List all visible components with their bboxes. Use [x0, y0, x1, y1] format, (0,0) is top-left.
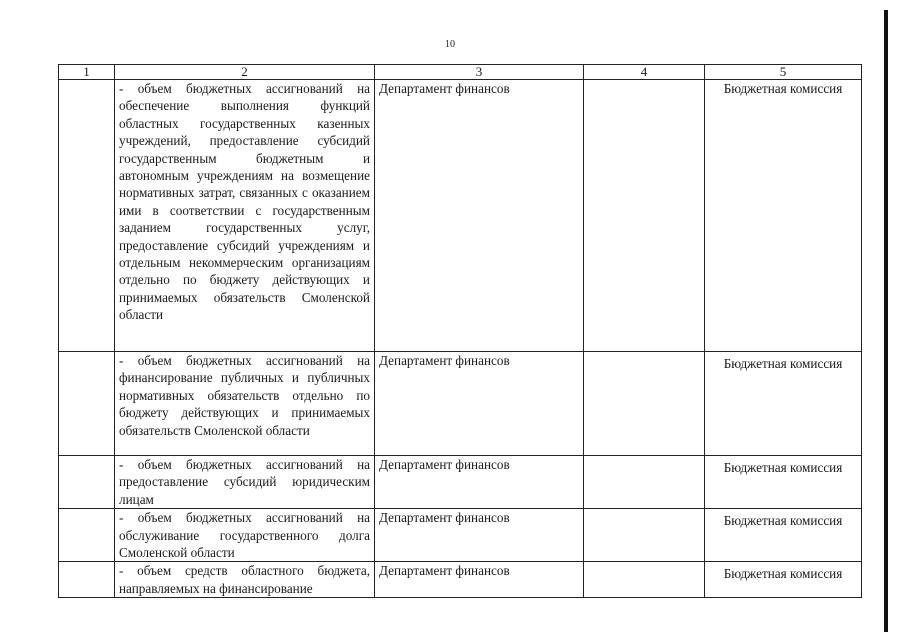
table-header-row [59, 65, 862, 80]
approver-cell: Бюджетная комиссия [705, 352, 862, 456]
description-cell: - объем средств областного бюджета, направляемых на финансирование [115, 562, 375, 598]
table-row [59, 456, 862, 509]
row-number-cell [59, 562, 115, 598]
column-header-1: 1 [59, 65, 115, 80]
row-number-cell [59, 509, 115, 562]
description-cell: - объем бюджетных ассигнований на финансирование публичных и публичных нормативных обязательств отдельно по бюджету действующих и принимаемых обязательств Смоленской области [115, 352, 375, 456]
column-header-5: 5 [705, 65, 862, 80]
table-row [59, 80, 862, 352]
row-number-cell [59, 456, 115, 509]
row-number-cell [59, 80, 115, 352]
responsible-cell: Департамент финансов [375, 456, 584, 509]
responsible-cell: Департамент финансов [375, 509, 584, 562]
approver-cell: Бюджетная комиссия [705, 509, 862, 562]
description-cell: - объем бюджетных ассигнований на обеспечение выполнения функций областных государственных казенных учреждений, предоставление субсидий государственным бюджетным и автономным учреждениям на возмещение нормативных затрат, связанных с оказанием ими в соответствии с государственным заданием государственных услуг, предоставление субсидий учреждениям и отдельным некоммерческим организациям отдельно по бюджету действующих и принимаемых обязательств Смоленской области [115, 80, 375, 352]
row-number-cell [59, 352, 115, 456]
deadline-cell [584, 562, 705, 598]
deadline-cell [584, 456, 705, 509]
responsible-cell: Департамент финансов [375, 80, 584, 352]
approver-cell: Бюджетная комиссия [705, 562, 862, 598]
table-row [59, 509, 862, 562]
column-header-4: 4 [584, 65, 705, 80]
responsible-cell: Департамент финансов [375, 352, 584, 456]
column-header-2: 2 [115, 65, 375, 80]
deadline-cell [584, 352, 705, 456]
scan-edge-line [884, 10, 888, 632]
table-row [59, 352, 862, 456]
table-row [59, 562, 862, 598]
description-cell: - объем бюджетных ассигнований на предоставление субсидий юридическим лицам [115, 456, 375, 509]
column-header-3: 3 [375, 65, 584, 80]
deadline-cell [584, 509, 705, 562]
page-number: 10 [445, 39, 455, 50]
approver-cell: Бюджетная комиссия [705, 456, 862, 509]
approver-cell: Бюджетная комиссия [705, 80, 862, 352]
responsible-cell: Департамент финансов [375, 562, 584, 598]
deadline-cell [584, 80, 705, 352]
description-cell: - объем бюджетных ассигнований на обслуживание государственного долга Смоленской области [115, 509, 375, 562]
document-table [58, 64, 862, 598]
